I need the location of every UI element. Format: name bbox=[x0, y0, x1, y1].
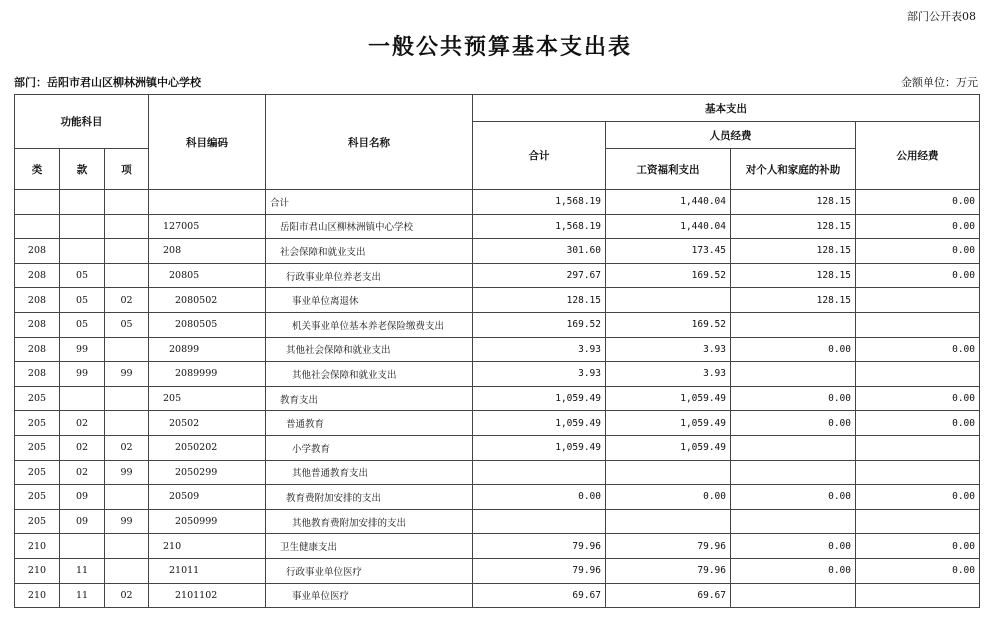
cell-subsidy bbox=[731, 509, 856, 534]
cell-kuan bbox=[60, 190, 105, 215]
cell-public: 0.00 bbox=[856, 214, 980, 239]
header-code: 科目编码 bbox=[149, 95, 266, 190]
table-row bbox=[15, 435, 980, 460]
department-label: 部门：岳阳市君山区柳林洲镇中心学校 bbox=[14, 76, 201, 89]
cell-subsidy: 0.00 bbox=[731, 411, 856, 436]
cell-kuan: 09 bbox=[60, 485, 105, 510]
cell-name: 机关事业单位基本养老保险缴费支出 bbox=[266, 312, 473, 337]
cell-total: 301.60 bbox=[473, 239, 606, 264]
cell-subsidy: 0.00 bbox=[731, 534, 856, 559]
cell-lei: 205 bbox=[15, 509, 60, 534]
table-row bbox=[15, 411, 980, 436]
cell-public bbox=[856, 288, 980, 313]
cell-total: 3.93 bbox=[473, 362, 606, 387]
cell-xiang: 99 bbox=[105, 460, 149, 485]
cell-salary: 1,059.49 bbox=[606, 386, 731, 411]
cell-xiang bbox=[105, 411, 149, 436]
cell-lei: 208 bbox=[15, 263, 60, 288]
cell-subsidy bbox=[731, 362, 856, 387]
unit-label: 金额单位：万元 bbox=[901, 76, 978, 89]
cell-name: 行政事业单位养老支出 bbox=[266, 263, 473, 288]
cell-xiang: 05 bbox=[105, 312, 149, 337]
table-row bbox=[15, 337, 980, 362]
cell-public bbox=[856, 460, 980, 485]
table-row bbox=[15, 239, 980, 264]
cell-subsidy bbox=[731, 312, 856, 337]
cell-salary: 3.93 bbox=[606, 337, 731, 362]
cell-salary: 1,059.49 bbox=[606, 411, 731, 436]
cell-public: 0.00 bbox=[856, 190, 980, 215]
cell-salary: 1,440.04 bbox=[606, 214, 731, 239]
cell-lei: 205 bbox=[15, 485, 60, 510]
cell-kuan: 02 bbox=[60, 435, 105, 460]
table-row bbox=[15, 362, 980, 387]
cell-subsidy: 0.00 bbox=[731, 386, 856, 411]
cell-public bbox=[856, 312, 980, 337]
header-basic: 基本支出 bbox=[473, 95, 980, 122]
cell-salary bbox=[606, 460, 731, 485]
table-row bbox=[15, 558, 980, 583]
cell-kuan: 09 bbox=[60, 509, 105, 534]
cell-public bbox=[856, 435, 980, 460]
cell-code: 2080502 bbox=[149, 288, 266, 313]
cell-name: 卫生健康支出 bbox=[266, 534, 473, 559]
cell-salary: 0.00 bbox=[606, 485, 731, 510]
cell-public: 0.00 bbox=[856, 263, 980, 288]
cell-lei: 210 bbox=[15, 534, 60, 559]
cell-lei: 205 bbox=[15, 386, 60, 411]
cell-code: 2050202 bbox=[149, 435, 266, 460]
table-row bbox=[15, 509, 980, 534]
table-row bbox=[15, 485, 980, 510]
cell-subsidy: 0.00 bbox=[731, 485, 856, 510]
cell-code: 2089999 bbox=[149, 362, 266, 387]
cell-lei bbox=[15, 214, 60, 239]
table-row bbox=[15, 312, 980, 337]
header-func-subject: 功能科目 bbox=[15, 95, 149, 149]
cell-subsidy: 128.15 bbox=[731, 214, 856, 239]
table-row bbox=[15, 214, 980, 239]
cell-kuan: 99 bbox=[60, 362, 105, 387]
cell-xiang bbox=[105, 386, 149, 411]
cell-subsidy bbox=[731, 435, 856, 460]
cell-subsidy: 128.15 bbox=[731, 288, 856, 313]
cell-salary: 69.67 bbox=[606, 583, 731, 608]
table-row bbox=[15, 460, 980, 485]
cell-public: 0.00 bbox=[856, 386, 980, 411]
cell-xiang bbox=[105, 214, 149, 239]
cell-subsidy: 128.15 bbox=[731, 239, 856, 264]
cell-name: 教育支出 bbox=[266, 386, 473, 411]
cell-lei: 208 bbox=[15, 362, 60, 387]
cell-name: 事业单位医疗 bbox=[266, 583, 473, 608]
cell-public: 0.00 bbox=[856, 485, 980, 510]
cell-subsidy: 128.15 bbox=[731, 263, 856, 288]
cell-subsidy: 128.15 bbox=[731, 190, 856, 215]
cell-code: 2080505 bbox=[149, 312, 266, 337]
cell-code: 20502 bbox=[149, 411, 266, 436]
cell-code: 20509 bbox=[149, 485, 266, 510]
cell-lei: 208 bbox=[15, 337, 60, 362]
cell-lei: 210 bbox=[15, 583, 60, 608]
header-public: 公用经费 bbox=[856, 122, 980, 190]
cell-name: 行政事业单位医疗 bbox=[266, 558, 473, 583]
table-row bbox=[15, 263, 980, 288]
cell-kuan: 11 bbox=[60, 583, 105, 608]
table-row bbox=[15, 190, 980, 215]
cell-xiang bbox=[105, 190, 149, 215]
cell-kuan bbox=[60, 386, 105, 411]
cell-xiang bbox=[105, 337, 149, 362]
cell-lei: 205 bbox=[15, 435, 60, 460]
cell-code: 205 bbox=[149, 386, 266, 411]
cell-kuan: 05 bbox=[60, 312, 105, 337]
page-title: 一般公共预算基本支出表 bbox=[367, 34, 632, 60]
cell-public bbox=[856, 583, 980, 608]
cell-lei: 205 bbox=[15, 460, 60, 485]
cell-code: 210 bbox=[149, 534, 266, 559]
cell-name: 普通教育 bbox=[266, 411, 473, 436]
cell-total bbox=[473, 509, 606, 534]
cell-public: 0.00 bbox=[856, 534, 980, 559]
header-subsidy: 对个人和家庭的补助 bbox=[731, 149, 856, 190]
cell-xiang bbox=[105, 239, 149, 264]
header-salary: 工资福利支出 bbox=[606, 149, 731, 190]
cell-kuan bbox=[60, 214, 105, 239]
cell-xiang: 99 bbox=[105, 362, 149, 387]
cell-salary: 79.96 bbox=[606, 558, 731, 583]
cell-name: 事业单位离退休 bbox=[266, 288, 473, 313]
cell-total: 79.96 bbox=[473, 558, 606, 583]
header-kuan: 款 bbox=[60, 149, 105, 190]
cell-kuan: 99 bbox=[60, 337, 105, 362]
cell-salary bbox=[606, 509, 731, 534]
budget-table bbox=[14, 94, 980, 608]
cell-public: 0.00 bbox=[856, 411, 980, 436]
cell-xiang bbox=[105, 485, 149, 510]
cell-total: 79.96 bbox=[473, 534, 606, 559]
cell-total: 1,059.49 bbox=[473, 435, 606, 460]
cell-total: 1,059.49 bbox=[473, 386, 606, 411]
cell-xiang bbox=[105, 534, 149, 559]
cell-code: 21011 bbox=[149, 558, 266, 583]
cell-name: 教育费附加安排的支出 bbox=[266, 485, 473, 510]
cell-subsidy: 0.00 bbox=[731, 558, 856, 583]
cell-lei: 208 bbox=[15, 239, 60, 264]
cell-total: 1,059.49 bbox=[473, 411, 606, 436]
cell-kuan: 05 bbox=[60, 263, 105, 288]
cell-salary bbox=[606, 288, 731, 313]
cell-code: 20899 bbox=[149, 337, 266, 362]
cell-code: 20805 bbox=[149, 263, 266, 288]
cell-total: 69.67 bbox=[473, 583, 606, 608]
cell-subsidy bbox=[731, 583, 856, 608]
cell-total: 1,568.19 bbox=[473, 214, 606, 239]
cell-code: 2050999 bbox=[149, 509, 266, 534]
table-header bbox=[15, 95, 980, 190]
table-row bbox=[15, 386, 980, 411]
cell-subsidy: 0.00 bbox=[731, 337, 856, 362]
cell-public bbox=[856, 362, 980, 387]
cell-kuan: 02 bbox=[60, 460, 105, 485]
table-row bbox=[15, 583, 980, 608]
header-xiang: 项 bbox=[105, 149, 149, 190]
cell-total: 1,568.19 bbox=[473, 190, 606, 215]
cell-lei bbox=[15, 190, 60, 215]
header-total: 合计 bbox=[473, 122, 606, 190]
cell-kuan: 11 bbox=[60, 558, 105, 583]
cell-total: 0.00 bbox=[473, 485, 606, 510]
cell-lei: 210 bbox=[15, 558, 60, 583]
header-lei: 类 bbox=[15, 149, 60, 190]
cell-salary: 79.96 bbox=[606, 534, 731, 559]
cell-xiang: 02 bbox=[105, 288, 149, 313]
cell-name: 其他教育费附加安排的支出 bbox=[266, 509, 473, 534]
cell-name: 其他普通教育支出 bbox=[266, 460, 473, 485]
cell-xiang bbox=[105, 263, 149, 288]
table-row bbox=[15, 288, 980, 313]
cell-name: 岳阳市君山区柳林洲镇中心学校 bbox=[266, 214, 473, 239]
cell-salary: 3.93 bbox=[606, 362, 731, 387]
cell-lei: 208 bbox=[15, 288, 60, 313]
cell-name: 合计 bbox=[266, 190, 473, 215]
cell-total: 169.52 bbox=[473, 312, 606, 337]
cell-salary: 169.52 bbox=[606, 263, 731, 288]
cell-kuan bbox=[60, 534, 105, 559]
form-number: 部门公开表08 bbox=[907, 10, 976, 23]
cell-code: 2050299 bbox=[149, 460, 266, 485]
cell-total: 3.93 bbox=[473, 337, 606, 362]
cell-xiang: 99 bbox=[105, 509, 149, 534]
header-name: 科目名称 bbox=[266, 95, 473, 190]
cell-kuan bbox=[60, 239, 105, 264]
header-personnel: 人员经费 bbox=[606, 122, 856, 149]
cell-public bbox=[856, 509, 980, 534]
cell-salary: 1,440.04 bbox=[606, 190, 731, 215]
cell-name: 其他社会保障和就业支出 bbox=[266, 362, 473, 387]
cell-subsidy bbox=[731, 460, 856, 485]
cell-xiang bbox=[105, 558, 149, 583]
cell-lei: 205 bbox=[15, 411, 60, 436]
cell-xiang: 02 bbox=[105, 583, 149, 608]
cell-lei: 208 bbox=[15, 312, 60, 337]
cell-xiang: 02 bbox=[105, 435, 149, 460]
cell-name: 其他社会保障和就业支出 bbox=[266, 337, 473, 362]
cell-code: 208 bbox=[149, 239, 266, 264]
cell-salary: 173.45 bbox=[606, 239, 731, 264]
cell-total: 128.15 bbox=[473, 288, 606, 313]
cell-name: 小学教育 bbox=[266, 435, 473, 460]
cell-code: 127005 bbox=[149, 214, 266, 239]
cell-public: 0.00 bbox=[856, 239, 980, 264]
cell-public: 0.00 bbox=[856, 558, 980, 583]
cell-code bbox=[149, 190, 266, 215]
cell-kuan: 02 bbox=[60, 411, 105, 436]
cell-total: 297.67 bbox=[473, 263, 606, 288]
meta-line bbox=[14, 74, 978, 88]
cell-kuan: 05 bbox=[60, 288, 105, 313]
table-row bbox=[15, 534, 980, 559]
cell-salary: 169.52 bbox=[606, 312, 731, 337]
table-body bbox=[15, 190, 980, 608]
cell-public: 0.00 bbox=[856, 337, 980, 362]
cell-total bbox=[473, 460, 606, 485]
cell-code: 2101102 bbox=[149, 583, 266, 608]
cell-salary: 1,059.49 bbox=[606, 435, 731, 460]
cell-name: 社会保障和就业支出 bbox=[266, 239, 473, 264]
